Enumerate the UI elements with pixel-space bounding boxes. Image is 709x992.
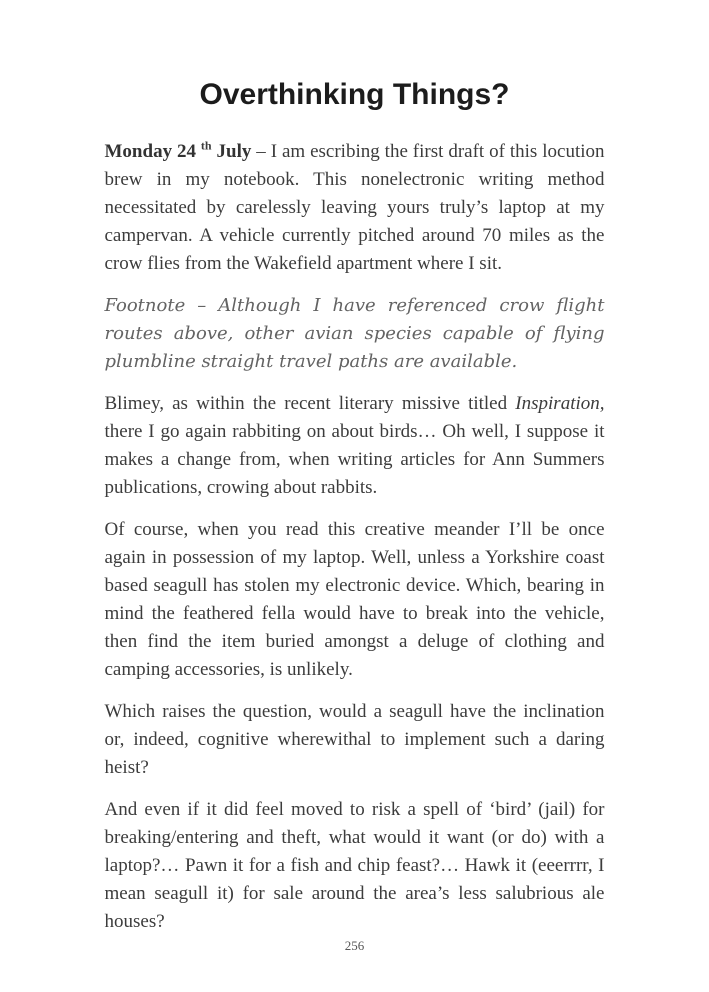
- page-number: 256: [344, 938, 365, 953]
- diary-date-ordinal: th: [200, 138, 212, 153]
- paragraph-which-raises: Which raises the question, would a seagull have the inclination or, indeed, cognitive wherewithal to implement such a daring heist?: [104, 701, 605, 778]
- paragraph-and-even-if: And even if it did feel moved to risk a spell of ‘bird’ (jail) for breaking/entering and theft, what would it want (or do) with a laptop?… Pawn it for a fish and chip feast?… Hawk it (eeerrrr, I mean seagull it) for sale around the area’s less salubrious ale houses?: [104, 799, 605, 932]
- page-body: [105, 138, 605, 936]
- paragraph-footnote: Footnote – Although I have referenced crow flight routes above, other avian species capable of flying plumbline straight travel paths are available.: [104, 295, 605, 372]
- diary-entry-text: – I am escribing the first draft of this locution brew in my notebook. This nonelectronic writing method necessitated by carelessly leaving yours truly’s laptop at my campervan. A vehicle currently pitched around 70 miles as the crow flies from the Wakefield apartment where I sit.: [104, 141, 605, 274]
- diary-date-part1: Monday 24: [104, 141, 196, 162]
- diary-date-part2: July: [216, 141, 252, 162]
- paragraph-of-course: Of course, when you read this creative meander I’ll be once again in possession of my laptop. Well, unless a Yorkshire coast based seagull has stolen my electronic device. Which, bearing in mind the feathered fella would have to break into the vehicle, then find the item buried amongst a deluge of clothing and camping accessories, is unlikely.: [104, 519, 605, 680]
- paragraph-diary-entry: [105, 138, 605, 278]
- paragraph-blimey: [105, 390, 605, 502]
- page-title: Overthinking Things?: [199, 78, 510, 111]
- inspiration-title-reference: Inspiration,: [515, 393, 605, 414]
- blimey-text-post: there I go again rabbiting on about birds… Oh well, I suppose it makes a change from, when writing articles for Ann Summers publications, crowing about rabbits.: [104, 421, 605, 498]
- blimey-text-pre: Blimey, as within the recent literary missive titled: [104, 393, 516, 414]
